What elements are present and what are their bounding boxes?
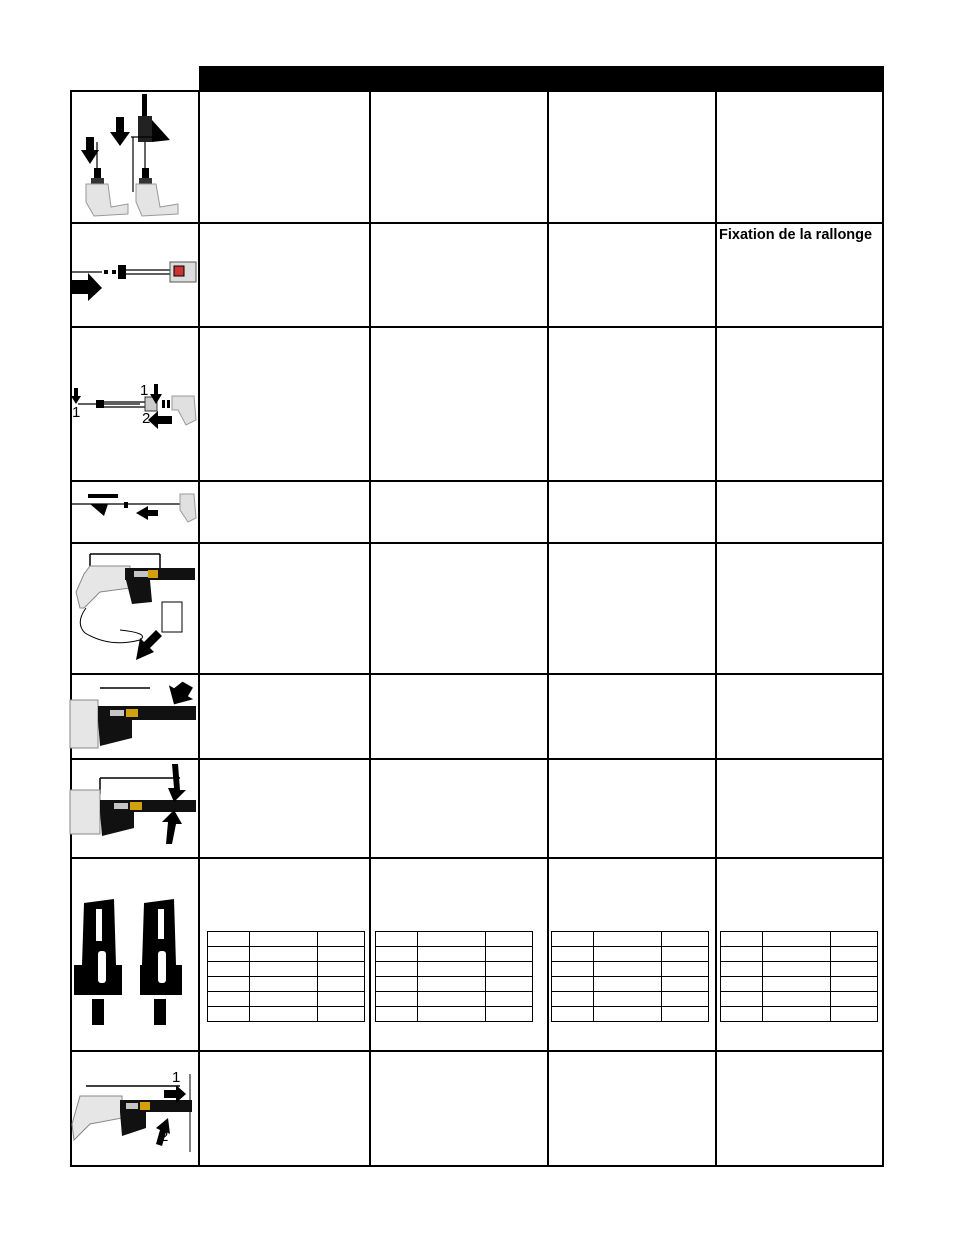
bit-insertion-illustration <box>76 92 196 222</box>
guide-slide-illustration <box>70 488 198 532</box>
step-label-1: 1 <box>172 1069 181 1086</box>
row-divider <box>70 758 884 760</box>
plug-in-illustration <box>70 548 198 672</box>
row-divider <box>70 857 884 859</box>
step-label-2: 2 <box>160 1128 169 1145</box>
two-step-attach-illustration <box>70 380 198 430</box>
extension-slide-illustration <box>70 245 198 305</box>
depth-settings-table <box>375 931 533 1022</box>
column-divider <box>198 90 200 1167</box>
row-divider <box>70 480 884 482</box>
depth-settings-table <box>551 931 709 1022</box>
squeeze-collar-illustration <box>70 764 198 850</box>
row-divider <box>70 326 884 328</box>
attachment-heading-fr: Fixation de la rallonge <box>719 227 873 243</box>
row-divider <box>70 1050 884 1052</box>
column-divider <box>715 90 717 1167</box>
header-bar <box>199 66 884 90</box>
row-divider <box>70 222 884 224</box>
column-divider <box>369 90 371 1167</box>
depth-settings-table <box>720 931 878 1022</box>
press-collar-illustration <box>70 678 198 756</box>
row-divider <box>70 673 884 675</box>
depth-adjust-illustration <box>74 895 194 1025</box>
depth-settings-table <box>207 931 365 1022</box>
step-label-1-left: 1 <box>72 404 81 421</box>
row-divider <box>70 542 884 544</box>
step-label-1: 1 <box>140 382 149 399</box>
step-label-2: 2 <box>142 410 151 427</box>
column-divider <box>547 90 549 1167</box>
